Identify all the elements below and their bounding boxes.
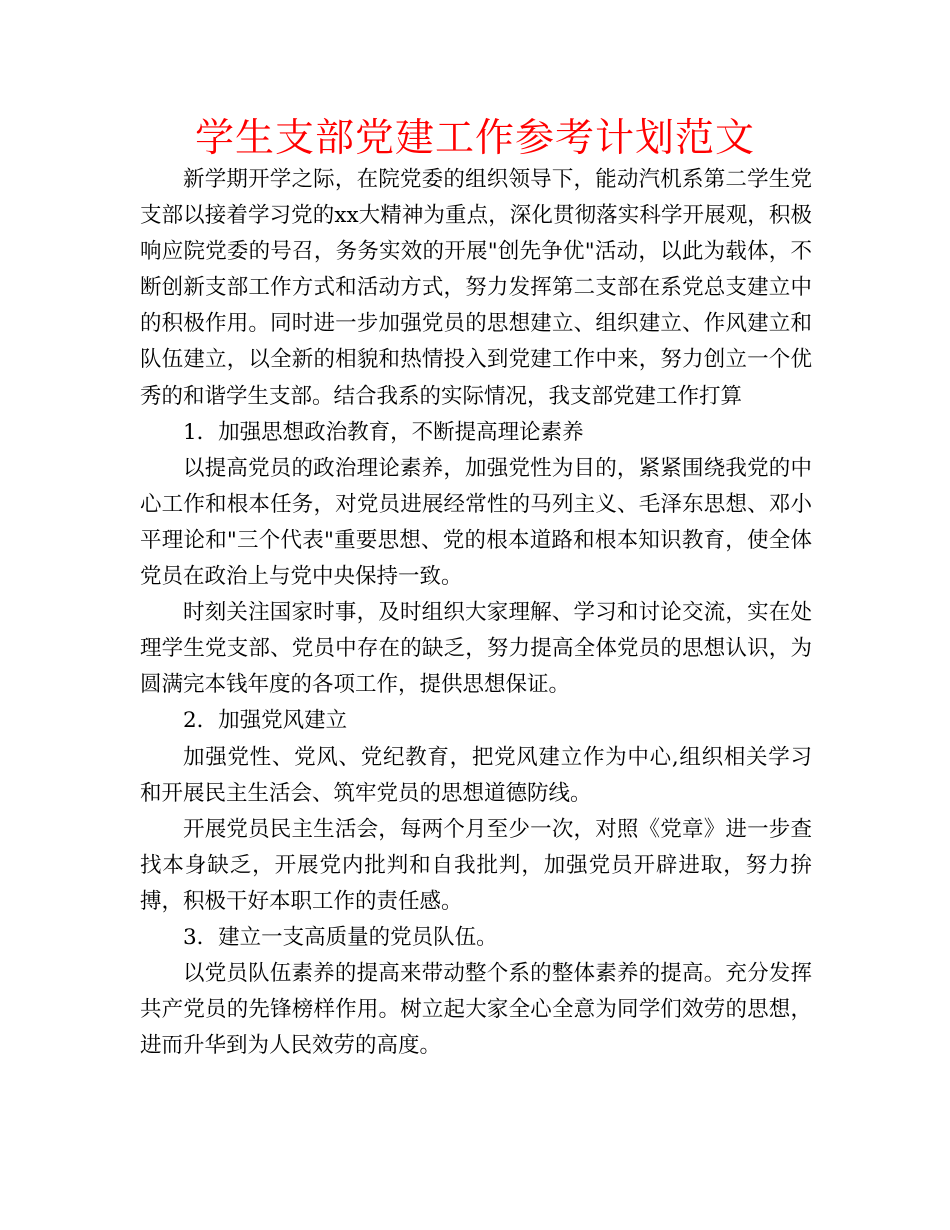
- paragraph-intro: 新学期开学之际，在院党委的组织领导下，能动汽机系第二学生党支部以接着学习党的xx大精神为重点，深化贯彻落实科学开展观，积极响应院党委的号召，务务实效的开展"创先争优"活动，以此为载体，不断创新支部工作方式和活动方式，努力发挥第二支部在系党总支建立中的积极作用。同时进一步加强党员的思想建立、组织建立、作风建立和队伍建立，以全新的相貌和热情投入到党建工作中来，努力创立一个优秀的和谐学生支部。结合我系的实际情况，我支部党建工作打算: [140, 167, 812, 409]
- paragraph: 开展党员民主生活会，每两个月至少一次，对照《党章》进一步查找本身缺乏，开展党内批判和自我批判，加强党员开辟进取，努力拚搏，积极干好本职工作的责任感。: [140, 816, 812, 914]
- paragraph: 加强党性、党风、党纪教育，把党风建立作为中心,组织相关学习和开展民主生活会、筑牢党员的思想道德防线。: [140, 744, 812, 806]
- paragraph: 以党员队伍素养的提高来带动整个系的整体素养的提高。充分发挥共产党员的先锋榜样作用。树立起大家全心全意为同学们效劳的思想，进而升华到为人民效劳的高度。: [140, 961, 812, 1059]
- section-heading-3: 3．建立一支高质量的党员队伍。: [183, 924, 498, 950]
- document-body: [140, 162, 812, 1064]
- document-title: 学生支部党建工作参考计划范文: [194, 116, 755, 161]
- section-heading-2: 2．加强党风建立: [183, 708, 348, 734]
- section-heading-1: 1．加强思想政治教育，不断提高理论素养: [183, 419, 584, 445]
- paragraph: 时刻关注国家时事，及时组织大家理解、学习和讨论交流，实在处理学生党支部、党员中存在的缺乏，努力提高全体党员的思想认识，为圆满完本钱年度的各项工作，提供思想保证。: [140, 600, 812, 698]
- paragraph: 以提高党员的政治理论素养，加强党性为目的，紧紧围绕我党的中心工作和根本任务，对党员进展经常性的马列主义、毛泽东思想、邓小平理论和"三个代表"重要思想、党的根本道路和根本知识教育，使全体党员在政治上与党中央保持一致。: [140, 455, 812, 590]
